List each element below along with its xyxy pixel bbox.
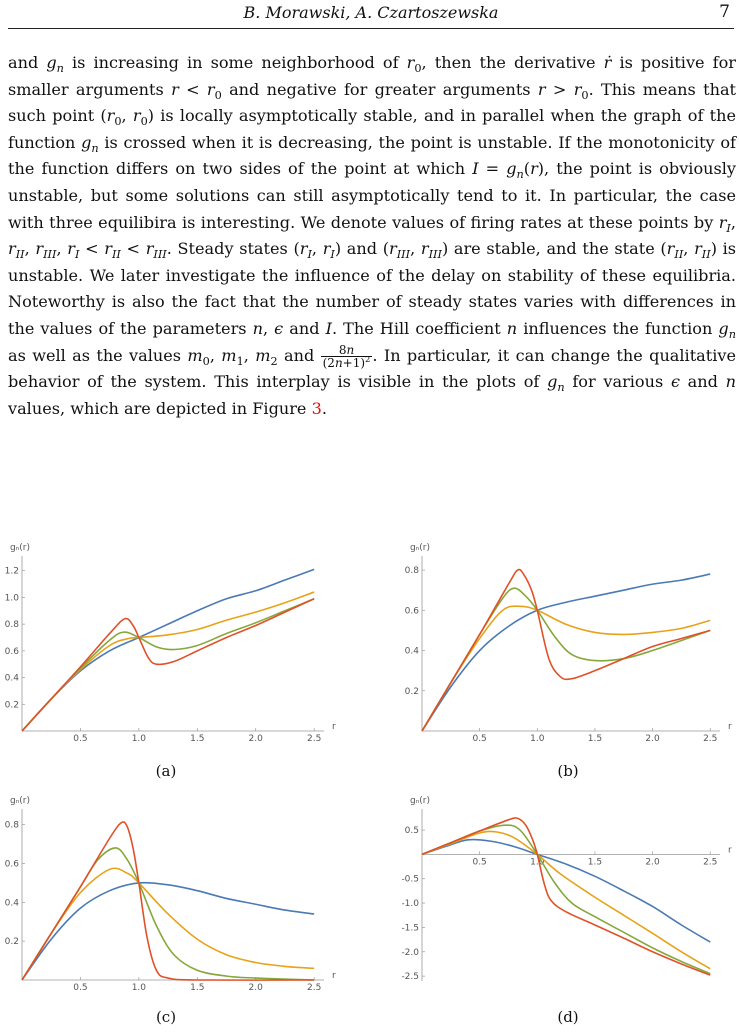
x-tick-label: 1.0 xyxy=(131,983,147,993)
x-axis-label: r xyxy=(332,722,336,732)
series-line-blue xyxy=(422,839,710,942)
x-tick-label: 0.5 xyxy=(73,734,88,744)
series-line-orange xyxy=(22,592,314,731)
y-tick-label: 1.0 xyxy=(4,593,19,604)
y-tick-label: 0.6 xyxy=(4,646,19,657)
x-tick-label: 0.5 xyxy=(472,857,487,868)
plot-panel-a xyxy=(4,538,338,753)
y-tick-label: 0.4 xyxy=(4,673,19,684)
y-tick-label: -2.0 xyxy=(401,947,419,958)
figure-reference-link[interactable]: 3 xyxy=(311,398,322,418)
y-tick-label: -0.5 xyxy=(401,874,419,885)
series-line-blue xyxy=(422,574,710,731)
x-tick-label: 2.0 xyxy=(248,734,263,744)
page-header xyxy=(8,0,734,29)
chart-d-svg xyxy=(398,795,733,1000)
chart-c-svg xyxy=(4,795,338,1000)
x-axis-label: r xyxy=(728,845,732,856)
y-tick-label: -1.5 xyxy=(401,923,419,934)
x-tick-label: 1.0 xyxy=(530,857,545,868)
body-paragraph: and $g_n$ is increasing in some neighborhood of $r_0$, then the derivative ṙ is positive for smaller arguments $r < r_0$ and negative for greater arguments $r > r_0$. This means that such point ($r_0$, $r_0$) is locally asymptotically stable, and in parallel when the graph of the function $g_n$ is crossed when it is decreasing, the point is unstable. If the monotonicity of the function differs on two sides of the point at which $I = g_n(r)$, the point is obviously unstable, but some solutions can still asymptotically tend to it. In particular, the case with three equilibira is interesting. We denote values of firing rates at these points by $r_I$, $r_{II}$, $r_{III}$, $r_I < r_{II} < r_{III}$. Steady states ($r_I$, $r_I$) and ($r_{III}$, $r_{III}$) are stable, and the state ($r_{II}$, $r_{II}$) is unstable. We later investigate the influence of the delay on stability of these equilibria. Noteworthy is also the fact that the number of steady states varies with differences in the values of the parameters n, ϵ and I. The Hill coefficient n influences the function $g_n$ as well as the values $m_0$, $m_1$, $m_2$ and $\frac{8n}{(2n+1)^2}$ . In particular, it can change the qualitative behavior of the system. This interplay is visible in the plots of $g_n$ for various ϵ and n values, which are depicted in Figure 3. xyxy=(8,53,737,418)
x-tick-label: 1.0 xyxy=(530,734,545,744)
caption-a: (a) xyxy=(155,762,177,780)
plot-panel-d xyxy=(398,795,733,1000)
y-axis-label: gₙ(r) xyxy=(410,796,431,806)
x-tick-label: 1.5 xyxy=(587,734,603,744)
x-tick-label: 1.5 xyxy=(190,983,205,993)
running-authors: B. Morawski, A. Czartoszewska xyxy=(243,3,499,22)
page-number: 7 xyxy=(719,2,730,22)
caption-c: (c) xyxy=(155,1008,177,1026)
y-tick-label: -1.0 xyxy=(401,899,419,910)
y-tick-label: 0.5 xyxy=(404,826,419,837)
caption-b: (b) xyxy=(557,762,579,780)
x-tick-label: 0.5 xyxy=(472,734,487,744)
y-axis-label: gₙ(r) xyxy=(10,543,31,553)
x-tick-label: 2.0 xyxy=(645,734,660,744)
caption-d: (d) xyxy=(557,1008,579,1026)
series-line-green xyxy=(422,825,710,974)
y-tick-label: 0.2 xyxy=(404,686,419,697)
series-line-blue xyxy=(22,569,314,731)
series-line-red xyxy=(22,822,314,980)
x-tick-label: 1.5 xyxy=(190,734,205,744)
chart-b-svg xyxy=(398,538,733,753)
y-tick-label: 1.2 xyxy=(4,566,19,577)
y-tick-label: 0.2 xyxy=(4,700,19,711)
chart-a-svg xyxy=(4,538,338,753)
x-tick-label: 2.5 xyxy=(306,734,322,744)
x-axis-label: r xyxy=(728,722,732,732)
y-axis-label: gₙ(r) xyxy=(10,796,31,806)
y-tick-label: 0.8 xyxy=(404,566,419,577)
x-tick-label: 1.5 xyxy=(587,857,603,868)
y-tick-label: 0.6 xyxy=(4,859,19,870)
y-tick-label: 0.6 xyxy=(404,606,419,617)
series-line-orange xyxy=(422,831,710,968)
series-line-red xyxy=(22,599,314,731)
y-tick-label: 0.4 xyxy=(4,898,19,909)
x-axis-label: r xyxy=(332,971,336,981)
x-tick-label: 2.0 xyxy=(645,857,660,868)
x-tick-label: 1.0 xyxy=(131,734,147,744)
y-tick-label: 0.8 xyxy=(4,620,19,631)
x-tick-label: 2.5 xyxy=(703,857,718,868)
x-tick-label: 2.0 xyxy=(248,983,263,993)
x-tick-label: 2.5 xyxy=(306,983,322,993)
y-tick-label: 0.8 xyxy=(4,820,19,831)
x-tick-label: 2.5 xyxy=(703,734,718,744)
y-tick-label: 0.4 xyxy=(404,646,419,657)
y-axis-label: gₙ(r) xyxy=(410,543,431,553)
plot-panel-c xyxy=(4,795,338,1000)
x-tick-label: 0.5 xyxy=(73,983,88,993)
plot-panel-b xyxy=(398,538,733,753)
y-tick-label: 0.2 xyxy=(4,937,19,948)
y-tick-label: -2.5 xyxy=(401,972,419,983)
